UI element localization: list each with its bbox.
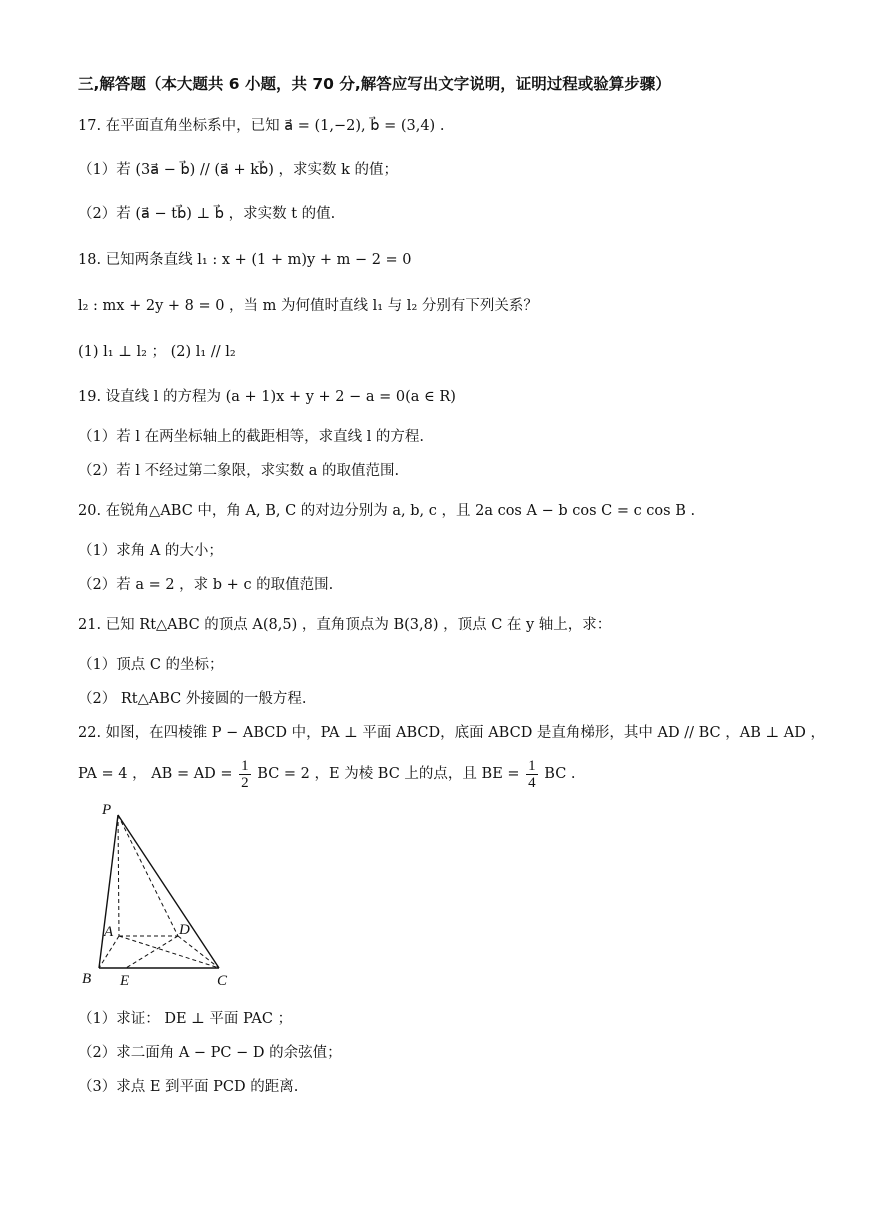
q19-part1: （1）若 l 在两坐标轴上的截距相等，求直线 l 的方程.: [78, 429, 425, 445]
q21-part2: （2） Rt△ABC 外接圆的一般方程.: [78, 691, 307, 707]
edge-PB: [99, 815, 118, 968]
q22-stem: 22. 如图，在四棱锥 P − ABCD 中，PA ⊥ 平面 ABCD，底面 ABCD 是直角梯形，其中 AD // BC ，AB ⊥ AD ，: [78, 725, 825, 741]
label-B: B: [82, 971, 92, 987]
q22-line2-start: PA = 4 ， AB = AD =: [78, 766, 233, 782]
q18-stem: 18. 已知两条直线 l₁ : x + (1 + m)y + m − 2 = 0: [78, 252, 412, 268]
q20-part2: （2）若 a = 2 ，求 b + c 的取值范围.: [78, 577, 334, 593]
q21-part1: （1）顶点 C 的坐标；: [78, 657, 224, 673]
pyramid-figure: [78, 800, 248, 995]
q22-line2-end: BC .: [544, 766, 576, 782]
edge-DC: [178, 936, 219, 968]
q22-part1: （1）求证： DE ⊥ 平面 PAC ；: [78, 1011, 293, 1027]
q20-stem: 20. 在锐角△ABC 中，角 A, B, C 的对边分别为 a, b, c ，且 2a cos A − b cos C = c cos B .: [78, 503, 696, 519]
label-D: D: [179, 922, 190, 938]
q18-line2: l₂ : mx + 2y + 8 = 0 ，当 m 为何值时直线 l₁ 与 l₂ 分别有下列关系？: [78, 298, 538, 314]
q20-part1: （1）求角 A 的大小；: [78, 543, 223, 559]
q17-stem: 17. 在平面直角坐标系中，已知 a⃗ = (1,−2), b⃗ = (3,4) .: [78, 118, 445, 134]
q21-stem: 21. 已知 Rt△ABC 的顶点 A(8,5) ，直角顶点为 B(3,8) ，顶点 C 在 y 轴上，求：: [78, 617, 612, 633]
section-title: 三,解答题（本大题共 6 小题，共 70 分,解答应写出文字说明，证明过程或验算步骤）: [78, 75, 671, 93]
fraction-denominator: 2: [241, 774, 249, 791]
edge-PA: [118, 815, 119, 936]
q18-parts: (1) l₁ ⊥ l₂ ； (2) l₁ // l₂: [78, 344, 236, 360]
label-P: P: [102, 802, 112, 818]
q22-part2: （2）求二面角 A − PC − D 的余弦值；: [78, 1045, 342, 1061]
q22-line2-middle: BC = 2 ，E 为棱 BC 上的点，且 BE =: [257, 766, 520, 782]
fraction-numerator: 1: [241, 757, 249, 774]
fraction-numerator: 1: [528, 757, 536, 774]
q22-line2: [78, 757, 576, 791]
q17-part1: （1）若 (3a⃗ − b⃗) // (a⃗ + kb⃗) ，求实数 k 的值；: [78, 162, 398, 178]
edge-PD: [118, 815, 178, 936]
label-E: E: [120, 973, 130, 989]
label-A: A: [104, 924, 114, 940]
fraction-denominator: 4: [528, 774, 536, 791]
edge-PC: [118, 815, 219, 968]
fraction-one-half: [239, 758, 251, 791]
fraction-one-quarter: [526, 758, 538, 791]
q19-stem: 19. 设直线 l 的方程为 (a + 1)x + y + 2 − a = 0(a ∈ R): [78, 389, 456, 405]
q17-part2: （2）若 (a⃗ − tb⃗) ⊥ b⃗ ，求实数 t 的值.: [78, 206, 336, 222]
q22-part3: （3）求点 E 到平面 PCD 的距离.: [78, 1079, 299, 1095]
label-C: C: [217, 973, 228, 989]
q19-part2: （2）若 l 不经过第二象限，求实数 a 的取值范围.: [78, 463, 400, 479]
